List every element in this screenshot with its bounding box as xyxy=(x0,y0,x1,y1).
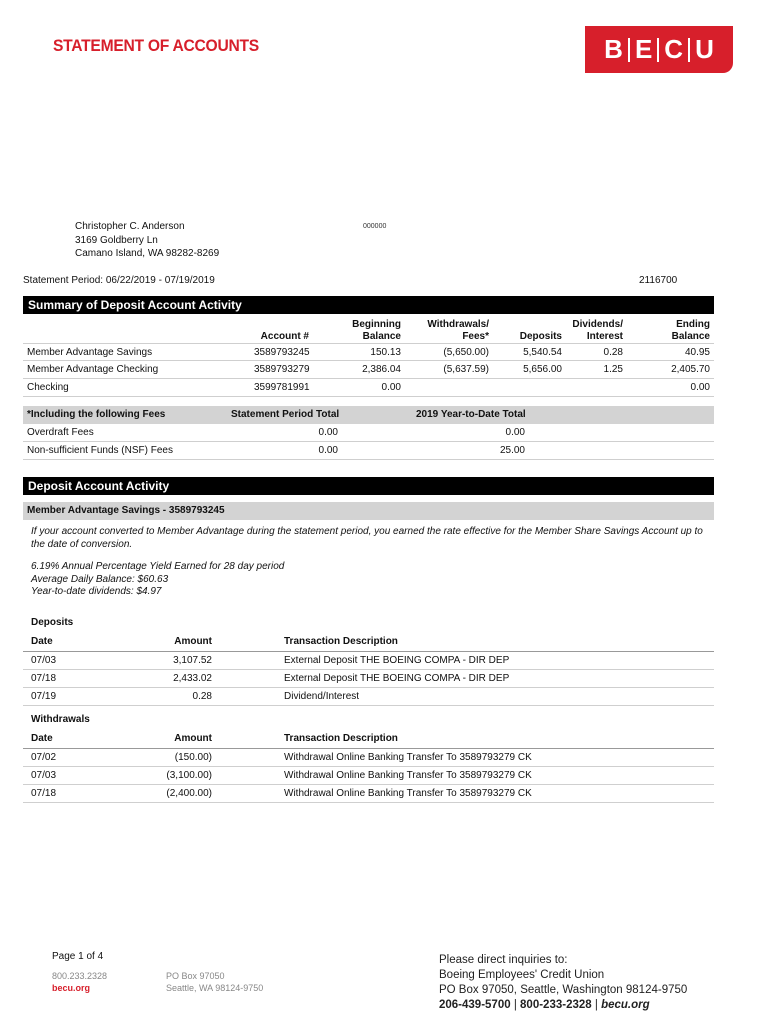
inquiries-separator: | xyxy=(594,999,598,1011)
ytd-dividends-line: Year-to-date dividends: $4.97 xyxy=(31,586,162,597)
withdrawals-label: Withdrawals xyxy=(31,714,90,725)
row-ending: 2,405.70 xyxy=(671,364,710,375)
logo-letter-e: E xyxy=(634,34,653,64)
account-reference: 2116700 xyxy=(639,275,678,286)
transaction-row xyxy=(23,670,714,688)
col-account: Account # xyxy=(260,331,309,342)
inquiries-phone-tollfree: 800-233-2328 xyxy=(520,999,592,1011)
statement-period: Statement Period: 06/22/2019 - 07/19/2019 xyxy=(23,275,215,286)
tx-date: 07/18 xyxy=(31,673,57,684)
fee-period-total: 0.00 xyxy=(318,427,338,438)
footer-mail-address xyxy=(166,970,263,994)
deposits-label: Deposits xyxy=(31,617,74,628)
fee-ytd-total: 25.00 xyxy=(499,445,525,456)
th-description: Transaction Description xyxy=(284,636,398,647)
col-withdrawals-line2: Fees* xyxy=(462,331,489,342)
row-dividends: 0.28 xyxy=(603,347,623,358)
summary-row xyxy=(23,379,714,397)
tx-amount: 3,107.52 xyxy=(173,655,212,666)
inquiries-block xyxy=(439,953,687,1013)
transaction-row xyxy=(23,749,714,767)
fees-header xyxy=(23,406,714,424)
fee-ytd-total: 0.00 xyxy=(505,427,525,438)
fee-name: Non-sufficient Funds (NSF) Fees xyxy=(27,445,173,456)
row-withdrawals: (5,650.00) xyxy=(443,347,489,358)
inquiries-org: Boeing Employees' Credit Union xyxy=(439,969,605,981)
tx-amount: 2,433.02 xyxy=(173,673,212,684)
col-ending xyxy=(672,319,710,343)
fees-col-period: Statement Period Total xyxy=(231,409,340,420)
tx-description: Withdrawal Online Banking Transfer To 3589793279 CK xyxy=(284,752,532,763)
row-beginning: 0.00 xyxy=(381,382,401,393)
col-deposits: Deposits xyxy=(519,331,562,342)
tx-amount: 0.28 xyxy=(192,691,212,702)
tx-description: Dividend/Interest xyxy=(284,691,360,702)
footer-contact xyxy=(52,970,107,994)
col-withdrawals-line1: Withdrawals/ xyxy=(427,319,489,330)
row-account-number: 3589793245 xyxy=(254,347,310,358)
fees-col-name: *Including the following Fees xyxy=(27,409,166,420)
withdrawals-table-header xyxy=(23,730,714,749)
tx-date: 07/18 xyxy=(31,788,57,799)
row-deposits: 5,656.00 xyxy=(523,364,562,375)
th-date: Date xyxy=(31,733,53,744)
customer-street: 3169 Goldberry Ln xyxy=(75,234,158,246)
transaction-row xyxy=(23,652,714,670)
tx-date: 07/03 xyxy=(31,655,57,666)
tx-description: Withdrawal Online Banking Transfer To 3589793279 CK xyxy=(284,770,532,781)
tx-amount: (150.00) xyxy=(174,752,212,763)
summary-row xyxy=(23,361,714,379)
th-amount: Amount xyxy=(174,733,212,744)
col-dividends xyxy=(572,319,623,343)
row-dividends: 1.25 xyxy=(603,364,623,375)
logo-letter-u: U xyxy=(695,34,714,64)
footer-po-box: PO Box 97050 xyxy=(166,971,225,981)
statement-title: STATEMENT OF ACCOUNTS xyxy=(53,36,259,55)
inquiries-phone-local: 206-439-5700 xyxy=(439,999,511,1011)
customer-name: Christopher C. Anderson xyxy=(75,221,185,232)
fee-row xyxy=(23,442,714,460)
th-amount: Amount xyxy=(174,636,212,647)
row-account-name: Checking xyxy=(27,382,69,393)
transaction-row xyxy=(23,767,714,785)
footer-website: becu.org xyxy=(52,983,91,993)
row-beginning: 150.13 xyxy=(370,347,401,358)
customer-city: Camano Island, WA 98282-8269 xyxy=(75,248,220,259)
row-account-number: 3599781991 xyxy=(254,382,310,393)
activity-account-label: Member Advantage Savings - 3589793245 xyxy=(23,502,714,520)
deposits-table-header xyxy=(23,633,714,652)
row-account-name: Member Advantage Savings xyxy=(27,347,153,358)
col-ending-line1: Ending xyxy=(676,319,710,330)
col-beginning-line1: Beginning xyxy=(352,319,401,330)
th-description: Transaction Description xyxy=(284,733,398,744)
inquiries-contact-line xyxy=(439,998,687,1013)
footer-city: Seattle, WA 98124-9750 xyxy=(166,983,264,993)
transaction-row xyxy=(23,688,714,706)
tx-date: 07/02 xyxy=(31,752,57,763)
fee-name: Overdraft Fees xyxy=(27,427,94,438)
fees-col-ytd: 2019 Year-to-Date Total xyxy=(416,409,526,420)
inquiries-address: PO Box 97050, Seattle, Washington 98124-9750 xyxy=(439,984,688,996)
apy-line: 6.19% Annual Percentage Yield Earned for 28 day period xyxy=(31,561,285,572)
row-account-number: 3589793279 xyxy=(254,364,310,375)
tx-amount: (3,100.00) xyxy=(166,770,212,781)
logo-letter-c: C xyxy=(664,34,684,64)
logo-letter-b: B xyxy=(604,34,623,64)
col-beginning xyxy=(352,319,401,343)
tx-date: 07/03 xyxy=(31,770,57,781)
col-ending-line2: Balance xyxy=(671,331,710,342)
row-withdrawals: (5,637.59) xyxy=(443,364,489,375)
avg-balance-line: Average Daily Balance: $60.63 xyxy=(31,573,169,585)
summary-column-headers xyxy=(23,318,714,344)
conversion-note: If your account converted to Member Advantage during the statement period, you earned the rate effective for the Member Share Savings Account up to the date of conversion. xyxy=(31,526,703,550)
row-ending: 0.00 xyxy=(690,382,710,393)
yield-info xyxy=(31,561,284,599)
summary-row xyxy=(23,343,714,361)
tx-description: External Deposit THE BOEING COMPA - DIR DEP xyxy=(284,673,510,684)
col-withdrawals xyxy=(427,319,489,343)
fee-period-total: 0.00 xyxy=(318,445,338,456)
tx-description: External Deposit THE BOEING COMPA - DIR DEP xyxy=(284,655,510,666)
row-deposits: 5,540.54 xyxy=(523,347,562,358)
row-beginning: 2,386.04 xyxy=(362,364,401,375)
becu-logo xyxy=(585,26,733,73)
th-date: Date xyxy=(31,636,53,647)
col-beginning-line2: Balance xyxy=(362,331,401,342)
footer-phone: 800.233.2328 xyxy=(52,971,108,981)
inquiries-label: Please direct inquiries to: xyxy=(439,954,568,966)
activity-section-header: Deposit Account Activity xyxy=(23,477,714,495)
fee-row xyxy=(23,424,714,442)
col-dividends-line1: Dividends/ xyxy=(572,319,623,330)
page-number: Page 1 of 4 xyxy=(52,951,104,962)
transaction-row xyxy=(23,785,714,803)
tx-description: Withdrawal Online Banking Transfer To 3589793279 CK xyxy=(284,788,532,799)
mail-code: 000000 xyxy=(363,223,387,230)
inquiries-website: becu.org xyxy=(601,999,650,1011)
tx-date: 07/19 xyxy=(31,691,57,702)
row-ending: 40.95 xyxy=(684,347,710,358)
inquiries-separator: | xyxy=(513,999,517,1011)
tx-amount: (2,400.00) xyxy=(166,788,212,799)
summary-section-header: Summary of Deposit Account Activity xyxy=(23,296,714,314)
row-account-name: Member Advantage Checking xyxy=(27,364,159,375)
col-dividends-line2: Interest xyxy=(586,331,623,342)
mailing-address xyxy=(75,220,219,261)
